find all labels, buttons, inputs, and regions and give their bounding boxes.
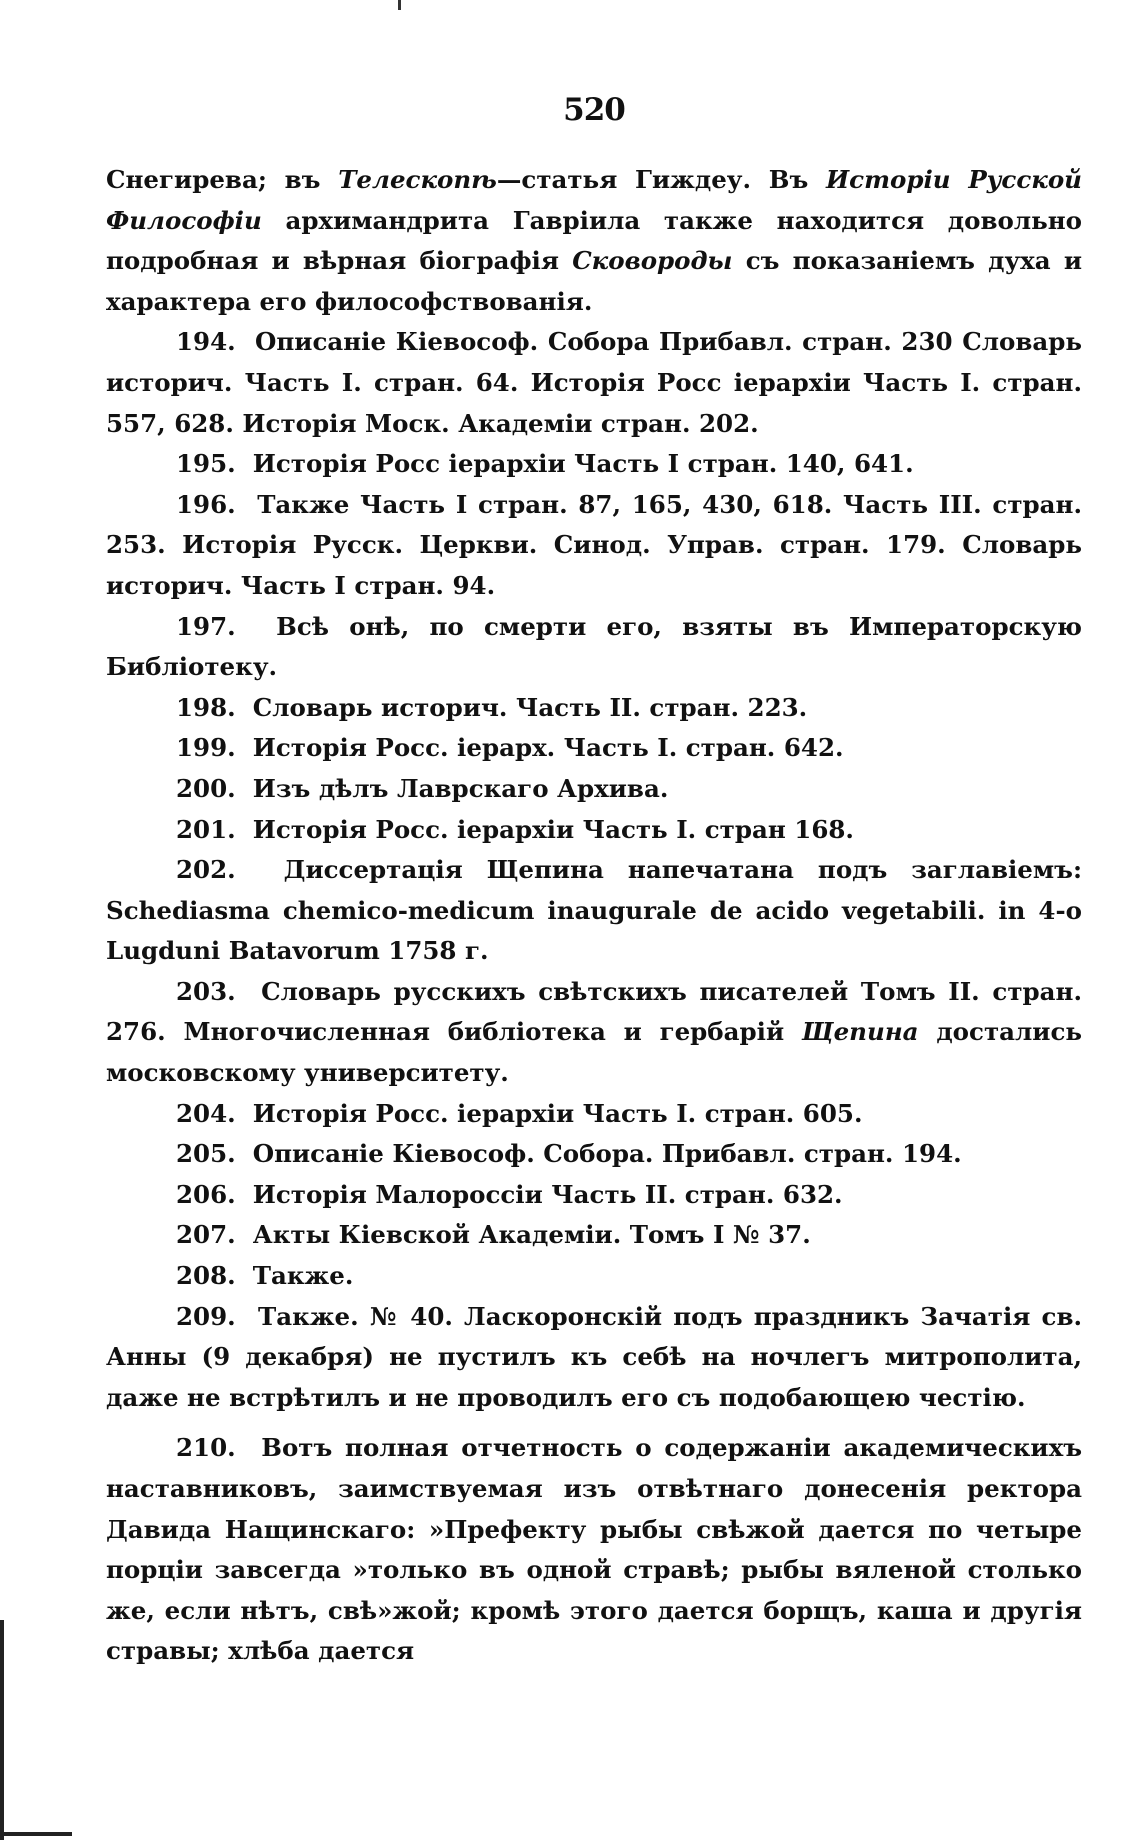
footnote-text: Вотъ полная отчетность о содержаніи академическихъ наставниковъ, заимствуемая изъ отвѣтнаго донесенія ректора Давида Нащинскаго: »Префекту рыбы свѣжой дается по четыре порціи завсегда »только въ одной стравѣ; рыбы вяленой столько же, если нѣтъ, свѣ»жой; кромѣ этого дается борщъ, каша и другія стравы; хлѣба дается [106, 1433, 1083, 1666]
footnote-text: Также. № 40. Лaскоронскій подъ праздникъ Зачатія св. Анны (9 декабря) не пустилъ къ себѣ на ночлегъ митрополита, даже не встрѣтилъ и не проводилъ его съ подобающею честію. [106, 1301, 1083, 1412]
footnote-200 [106, 769, 1082, 810]
text-run: Словарь русскихъ свѣтскихъ писателей Томъ II. стран. 276. Многочисленная библіотека и гербарій [106, 976, 1082, 1047]
footnote-number: 199. [176, 733, 236, 763]
text-run: Снегирева; въ [106, 165, 339, 194]
footnote-text: Словарь историч. Часть II. стран. 223. [252, 692, 808, 722]
footnote-number: 206. [176, 1179, 236, 1209]
footnote-204 [106, 1094, 1082, 1135]
footnote-text: Исторія Росс. іерарх. Часть I. стран. 642. [252, 733, 844, 763]
footnote-number: 196. [176, 489, 236, 519]
footnote-199 [106, 728, 1082, 769]
footnote-202 [106, 850, 1082, 972]
footnote-text: Описаніе Кіевософ. Собора Прибавл. стран. 230 Словарь историч. Часть I. стран. 64. Исторія Росс іерархіи Часть I. стран. 557, 628. Исторія Моск. Академіи стран. 202. [106, 327, 1082, 438]
footnote-text: Акты Кіевской Академіи. Томъ I № 37. [252, 1220, 811, 1250]
italic-text: Телескопѣ [338, 165, 497, 194]
footnote-194 [106, 322, 1082, 444]
italic-text: Сковороды [572, 246, 733, 276]
footnote-number: 201. [176, 814, 236, 844]
footnotes-body [106, 160, 1082, 1672]
footnote-text: Исторія Малороссіи Часть II. стран. 632. [252, 1179, 843, 1209]
footnote-number: 208. [176, 1261, 236, 1291]
footnote-197 [106, 607, 1082, 688]
footnote-208 [106, 1256, 1082, 1297]
scan-edge-vertical [0, 1620, 4, 1840]
page-number: 520 [563, 92, 625, 128]
footnote-number: 197. [176, 611, 236, 641]
footnote-210 [106, 1428, 1082, 1672]
text-run: съ показаніемъ духа и характера его философствованія. [106, 246, 1082, 316]
footnote-number: 194. [176, 327, 236, 357]
footnote-text: Диссертація Щепина напечатана подъ заглавіемъ: Schediasma chemico-medicum inaugurale de acido vegetabili. in 4-o Lugduni Batavorum 1758 г. [106, 855, 1082, 966]
footnote-text: Описаніе Кіевософ. Собора. Прибавл. стран. 194. [252, 1139, 962, 1169]
footnote-206 [106, 1175, 1082, 1216]
italic-text: Исторіи Русской Философіи [106, 165, 1082, 235]
text-run: архимандрита Гавріила также находится довольно подробная и вѣрная біографія [106, 205, 1082, 276]
footnote-number: 209. [176, 1301, 236, 1331]
footnote-text: Исторія Росс іерархіи Часть I стран. 140, 641. [252, 449, 914, 479]
text-run: достались московскому университету. [106, 1017, 1082, 1088]
footnote-205 [106, 1134, 1082, 1175]
footnote-201 [106, 810, 1082, 851]
footnote-text: Также Часть I стран. 87, 165, 430, 618. Часть III. стран. 253. Исторія Русск. Церкви. Синод. Управ. стран. 179. Словарь историч. Часть I стран. 94. [106, 489, 1083, 600]
scan-speck [398, 0, 401, 10]
footnote-number: 210. [176, 1433, 236, 1463]
footnote-number: 198. [176, 692, 236, 722]
footnote-209 [106, 1297, 1082, 1419]
footnote-number: 202. [176, 855, 236, 885]
scan-edge-horizontal [0, 1832, 72, 1836]
italic-text: Щепина [801, 1017, 919, 1047]
footnote-text: Изъ дѣлъ Лаврскаго Архива. [252, 773, 669, 803]
footnote-number: 207. [176, 1220, 236, 1250]
footnote-text: Также. [252, 1261, 354, 1291]
footnote-number: 205. [176, 1139, 236, 1169]
footnote-number: 195. [176, 449, 236, 479]
footnote-number: 200. [176, 773, 236, 803]
footnote-number: 203. [176, 976, 236, 1006]
footnote-text: Исторія Росс. іерархіи Часть I. стран. 605. [252, 1098, 863, 1128]
footnote-196 [106, 485, 1082, 607]
footnote-number: 204. [176, 1098, 236, 1128]
footnote-text: Всѣ онѣ, по смерти его, взяты въ Императорскую Библіотеку. [106, 611, 1082, 682]
footnote-195 [106, 444, 1082, 485]
text-run: —статья Гиждеу. Въ [496, 165, 826, 194]
footnote-text: Исторія Росс. іерархіи Часть I. стран 168. [252, 814, 854, 844]
continuation-paragraph [106, 160, 1082, 322]
footnote-198 [106, 688, 1082, 729]
footnote-207 [106, 1215, 1082, 1256]
footnote-203 [106, 972, 1082, 1094]
